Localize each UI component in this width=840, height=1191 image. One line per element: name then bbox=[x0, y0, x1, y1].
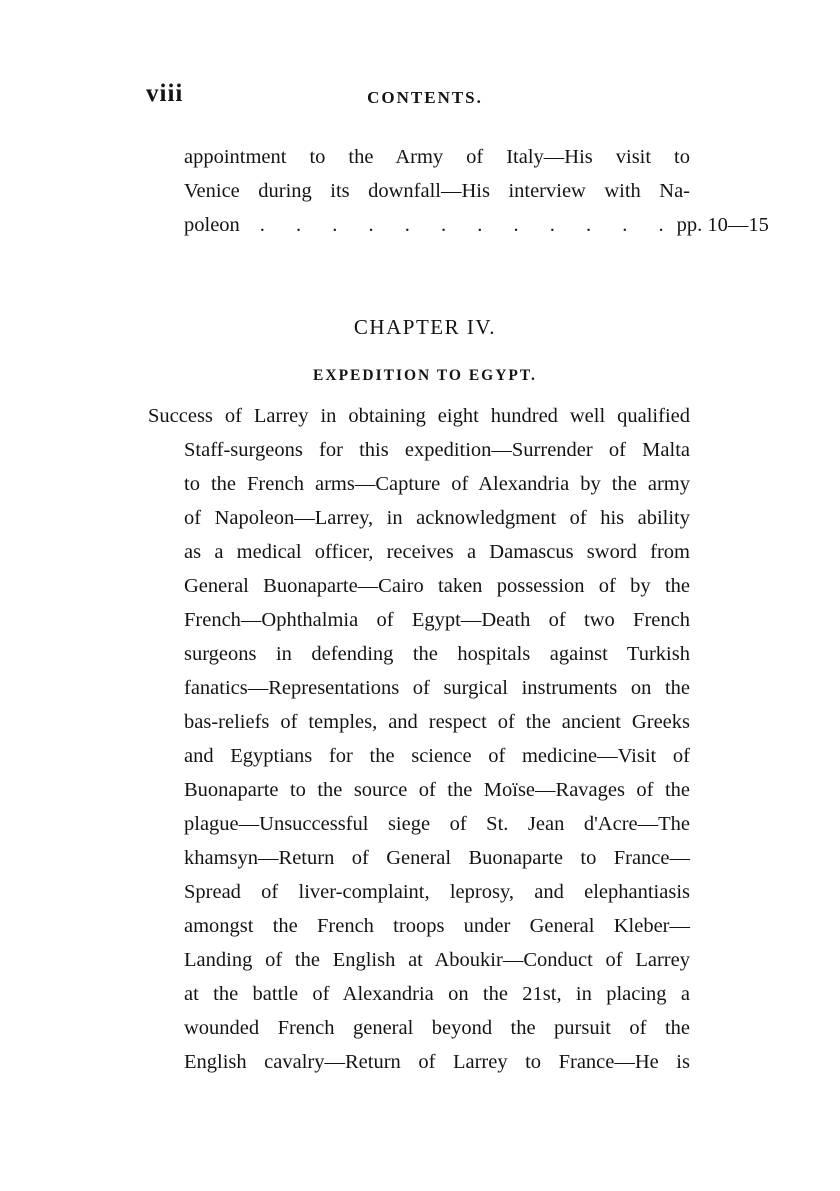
summary-line: bas-reliefs of temples, and respect of the ancient Greeks bbox=[184, 711, 690, 733]
summary-line: surgeons in defending the hospitals against Turkish bbox=[184, 643, 690, 665]
previous-chapter-line: Venice during its downfall—His interview with Na- bbox=[184, 180, 690, 202]
summary-line: Staff-surgeons for this expedition—Surrender of Malta bbox=[184, 439, 690, 461]
dot-leaders: . . . . . . . . . . . . bbox=[259, 214, 677, 236]
summary-line: and Egyptians for the science of medicine—Visit of bbox=[184, 745, 690, 767]
summary-line: of Napoleon—Larrey, in acknowledgment of his ability bbox=[184, 507, 690, 529]
summary-line: French—Ophthalmia of Egypt—Death of two French bbox=[184, 609, 690, 631]
summary-line: khamsyn—Return of General Buonaparte to France— bbox=[184, 847, 690, 869]
summary-line: General Buonaparte—Cairo taken possession of by the bbox=[184, 575, 690, 597]
summary-line: Landing of the English at Aboukir—Conduct of Larrey bbox=[184, 949, 690, 971]
summary-line: fanatics—Representations of surgical instruments on the bbox=[184, 677, 690, 699]
summary-line: Buonaparte to the source of the Moïse—Ravages of the bbox=[184, 779, 690, 801]
summary-line: Success of Larrey in obtaining eight hundred well qualified bbox=[148, 405, 690, 427]
chapter-heading: CHAPTER IV. bbox=[353, 315, 497, 339]
running-head: CONTENTS. bbox=[367, 88, 483, 107]
page-number: viii bbox=[146, 80, 184, 107]
summary-line: at the battle of Alexandria on the 21st, in placing a bbox=[184, 983, 690, 1005]
summary-line: plague—Unsuccessful siege of St. Jean d'Acre—The bbox=[184, 813, 690, 835]
summary-line: to the French arms—Capture of Alexandria by the army bbox=[184, 473, 690, 495]
summary-line: amongst the French troops under General Kleber— bbox=[184, 915, 690, 937]
previous-chapter-last-text: poleon bbox=[184, 214, 240, 236]
previous-chapter-page-ref-line bbox=[184, 214, 769, 237]
summary-line: English cavalry—Return of Larrey to France—He is bbox=[184, 1051, 690, 1073]
page-range: pp. 10—15 bbox=[676, 214, 769, 236]
summary-line: wounded French general beyond the pursuit of the bbox=[184, 1017, 690, 1039]
summary-line: as a medical officer, receives a Damascus sword from bbox=[184, 541, 690, 563]
summary-line: Spread of liver-complaint, leprosy, and elephantiasis bbox=[184, 881, 690, 903]
chapter-title: EXPEDITION TO EGYPT. bbox=[313, 367, 537, 384]
previous-chapter-line: appointment to the Army of Italy—His visit to bbox=[184, 146, 690, 168]
